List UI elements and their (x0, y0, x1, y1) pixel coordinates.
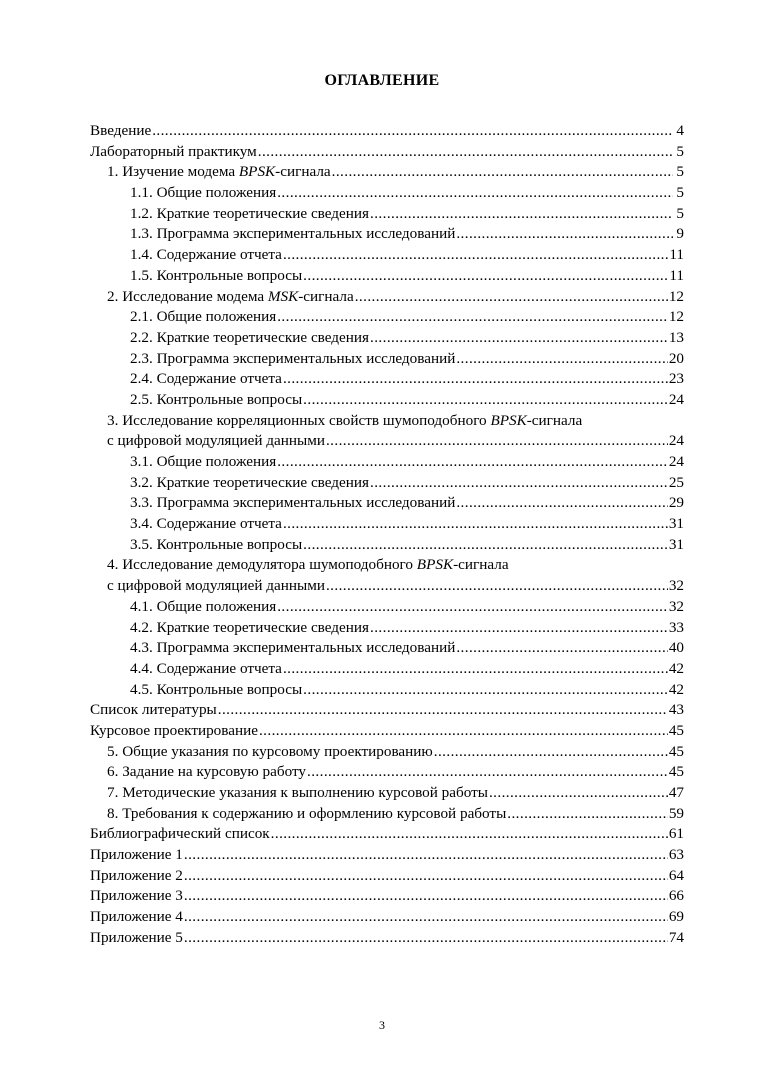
toc-entry-page: 31 (668, 515, 684, 533)
toc-entry-label: Библиографический список (90, 825, 270, 843)
toc-entry-s2-4 (90, 369, 684, 390)
leader-dots (184, 845, 668, 866)
toc-entry-label-pre: 2. Исследование модема (107, 287, 268, 305)
toc-entry-s1-4 (90, 245, 684, 266)
toc-entry-page: 32 (668, 577, 684, 595)
toc-entry-s2-5 (90, 390, 684, 411)
toc-entry-label: 2.5. Контрольные вопросы (130, 390, 303, 408)
toc-entry-s4-2 (90, 618, 684, 639)
toc-entry-s3 (90, 431, 684, 452)
toc-entry-label: с цифровой модуляцией данными (107, 577, 325, 595)
toc-entry-label: Курсовое проектирование (90, 721, 258, 739)
toc-entry-label: 2.1. Общие положения (130, 308, 277, 326)
toc-entry-label: 1.5. Контрольные вопросы (130, 266, 303, 284)
toc-entry-label: с цифровой модуляцией данными (107, 432, 325, 450)
toc-entry-label: 3.5. Контрольные вопросы (130, 535, 303, 553)
toc-entry-s1-2 (90, 204, 684, 225)
toc-entry-s2 (90, 287, 684, 308)
leader-dots (277, 183, 673, 204)
toc-entry-s7 (90, 783, 684, 804)
toc-entry-page: 23 (668, 370, 684, 388)
toc-entry-app5 (90, 928, 684, 949)
toc-entry-label: 1.2. Краткие теоретические сведения (130, 204, 370, 222)
toc-entry-label: 3.3. Программа экспериментальных исследований (130, 494, 456, 512)
toc-entry-page: 61 (668, 825, 684, 843)
toc-entry-label: Приложение 4 (90, 908, 183, 926)
leader-dots (370, 328, 668, 349)
toc-entry-label (107, 162, 331, 183)
toc-entry-page: 47 (668, 784, 684, 801)
leader-dots (184, 886, 668, 907)
toc-entry-lab (90, 142, 684, 163)
leader-dots (326, 431, 668, 452)
leader-dots (184, 907, 668, 928)
toc-entry-s3-2 (90, 473, 684, 494)
leader-dots (456, 349, 667, 370)
toc-entry-label: 5. Общие указания по курсовому проектированию (107, 742, 433, 760)
leader-dots (277, 452, 668, 473)
toc-entry-page: 5 (676, 204, 684, 222)
leader-dots (271, 824, 668, 845)
toc-entry-label-italic: BPSK (490, 411, 527, 429)
toc-entry-label: 4.2. Краткие теоретические сведения (130, 618, 370, 636)
toc-entry-page: 40 (668, 639, 684, 657)
leader-dots (456, 493, 667, 514)
page-title: ОГЛАВЛЕНИЕ (324, 72, 440, 89)
toc-entry-s8 (90, 804, 684, 825)
toc-entry-label-post: -сигнала (275, 163, 331, 181)
toc-entry-label: 2.2. Краткие теоретические сведения (130, 328, 370, 346)
leader-dots (152, 121, 673, 142)
toc-entry-page: 33 (668, 618, 684, 636)
toc-entry-label: 3.2. Краткие теоретические сведения (130, 473, 370, 491)
toc-entry-label-pre: 3. Исследование корреляционных свойств шумоподобного (107, 411, 491, 429)
leader-dots (370, 204, 673, 225)
leader-dots (283, 245, 668, 266)
toc-entry-label-pre: 1. Изучение модема (107, 163, 239, 181)
leader-dots (456, 224, 673, 245)
leader-dots (332, 162, 673, 183)
toc-entry-s3-1 (90, 452, 684, 473)
toc-entry-page: 25 (668, 473, 684, 491)
toc-entry-app1 (90, 845, 684, 866)
leader-dots (307, 762, 668, 783)
toc-entry-label: Введение (90, 122, 152, 139)
toc-entry-label-post: -сигнала (526, 411, 583, 429)
toc-entry-label: Приложение 1 (90, 846, 183, 864)
toc-entry-label: Приложение 2 (90, 866, 183, 884)
toc-entry-page: 45 (668, 763, 684, 781)
leader-dots (283, 369, 668, 390)
toc-entry-biblio (90, 824, 684, 845)
toc-entry-page: 32 (668, 597, 684, 615)
toc-entry-label: Список литературы (90, 701, 217, 719)
toc-entry-label: 1.4. Содержание отчета (130, 246, 282, 264)
toc-entry-s4-line1 (90, 555, 684, 576)
toc-entry-page: 24 (668, 453, 684, 470)
table-of-contents (90, 121, 684, 949)
toc-entry-label: 1.1. Общие положения (130, 184, 277, 202)
toc-entry-label-pre: 4. Исследование демодулятора шумоподобного (107, 556, 417, 574)
toc-entry-s4-3 (90, 638, 684, 659)
leader-dots (326, 576, 668, 597)
toc-entry-label: Лабораторный практикум (90, 142, 257, 160)
toc-entry-page: 13 (668, 328, 684, 346)
toc-entry-page: 42 (668, 659, 684, 677)
toc-entry-s3-line1 (90, 411, 684, 432)
toc-entry-label-italic: MSK (267, 287, 299, 305)
leader-dots (370, 618, 668, 639)
toc-entry-s1 (90, 162, 684, 183)
toc-entry-page: 24 (668, 390, 684, 408)
toc-entry-label-italic: BPSK (416, 556, 454, 574)
toc-entry-page: 69 (668, 908, 684, 926)
toc-entry-s4-5 (90, 680, 684, 701)
toc-entry-page: 5 (676, 142, 684, 160)
toc-entry-s4-4 (90, 659, 684, 680)
leader-dots (259, 721, 668, 742)
leader-dots (434, 742, 668, 763)
toc-entry-s6 (90, 762, 684, 783)
toc-entry-s2-1 (90, 307, 684, 328)
toc-entry-label: Приложение 5 (90, 928, 183, 946)
toc-entry-label: 3.4. Содержание отчета (130, 515, 282, 533)
leader-dots (303, 535, 668, 556)
toc-entry-page: 5 (676, 163, 684, 181)
toc-entry-label: 4.4. Содержание отчета (130, 659, 282, 677)
leader-dots (489, 783, 668, 804)
leader-dots (303, 390, 668, 411)
leader-dots (184, 866, 668, 887)
toc-entry-label: 4.5. Контрольные вопросы (130, 680, 303, 698)
leader-dots (258, 142, 673, 163)
leader-dots (218, 700, 668, 721)
toc-entry-page: 64 (668, 866, 684, 884)
toc-entry-label (107, 287, 354, 308)
toc-entry-s3-3 (90, 493, 684, 514)
toc-entry-s1-5 (90, 266, 684, 287)
toc-entry-page: 24 (668, 432, 684, 450)
toc-entry-course (90, 721, 684, 742)
toc-entry-label: Приложение 3 (90, 887, 183, 905)
toc-entry-label-post: -сигнала (453, 556, 509, 574)
toc-entry-s2-2 (90, 328, 684, 349)
toc-entry-label: 6. Задание на курсовую работу (107, 763, 307, 781)
toc-entry-page: 11 (669, 246, 684, 264)
toc-entry-page: 12 (668, 308, 684, 326)
toc-entry-page: 59 (668, 804, 684, 822)
leader-dots (277, 597, 668, 618)
toc-entry-label: 7. Методические указания к выполнению курсовой работы (107, 784, 488, 801)
toc-entry-page: 20 (668, 349, 684, 367)
toc-entry-page: 5 (676, 184, 684, 202)
toc-entry-s2-3 (90, 349, 684, 370)
toc-entry-app4 (90, 907, 684, 928)
leader-dots (303, 266, 668, 287)
leader-dots (277, 307, 668, 328)
toc-entry-s4 (90, 576, 684, 597)
toc-entry-label-italic: BPSK (238, 163, 276, 181)
toc-entry-page: 66 (668, 887, 684, 905)
toc-entry-page: 45 (668, 742, 684, 760)
toc-entry-page: 29 (668, 494, 684, 512)
toc-entry-label: 4.1. Общие положения (130, 597, 277, 615)
toc-entry-label: 1.3. Программа экспериментальных исследований (130, 225, 456, 243)
leader-dots (283, 659, 668, 680)
toc-entry-s1-1 (90, 183, 684, 204)
toc-entry-page: 9 (676, 225, 684, 243)
leader-dots (456, 638, 667, 659)
toc-entry-label-post: -сигнала (298, 287, 354, 305)
toc-entry-page: 42 (668, 680, 684, 698)
toc-entry-page: 12 (668, 287, 684, 305)
toc-entry-s4-1 (90, 597, 684, 618)
leader-dots (283, 514, 668, 535)
toc-entry-s1-3 (90, 224, 684, 245)
toc-entry-app3 (90, 886, 684, 907)
toc-entry-page: 4 (676, 122, 684, 139)
toc-entry-label: 4.3. Программа экспериментальных исследований (130, 639, 456, 657)
leader-dots (370, 473, 668, 494)
leader-dots (507, 804, 668, 825)
page-number: 3 (379, 1018, 385, 1032)
toc-entry-app2 (90, 866, 684, 887)
toc-entry-intro (90, 121, 684, 142)
toc-entry-label: 8. Требования к содержанию и оформлению курсовой работы (107, 804, 507, 822)
toc-entry-label: 2.3. Программа экспериментальных исследований (130, 349, 456, 367)
toc-entry-page: 63 (668, 846, 684, 864)
toc-entry-refs (90, 700, 684, 721)
toc-entry-s5 (90, 742, 684, 763)
toc-entry-s3-5 (90, 535, 684, 556)
leader-dots (184, 928, 668, 949)
toc-entry-page: 74 (668, 928, 684, 946)
toc-entry-label: 2.4. Содержание отчета (130, 370, 282, 388)
toc-entry-page: 45 (668, 721, 684, 739)
toc-entry-label: 3.1. Общие положения (130, 453, 277, 470)
toc-entry-page: 43 (668, 701, 684, 719)
toc-entry-page: 11 (669, 266, 684, 284)
leader-dots (303, 680, 668, 701)
leader-dots (355, 287, 668, 308)
toc-entry-page: 31 (668, 535, 684, 553)
toc-entry-s3-4 (90, 514, 684, 535)
